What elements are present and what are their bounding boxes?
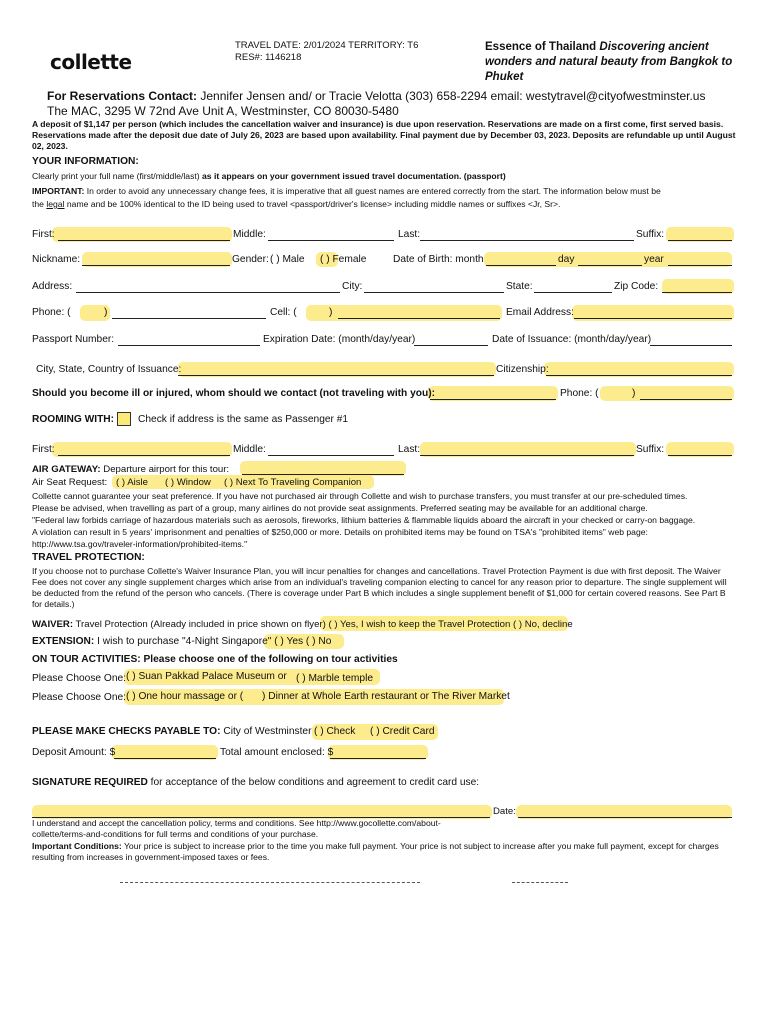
checks-payable-line [32, 726, 311, 737]
waiver-line [32, 619, 573, 630]
state-label: State: [506, 281, 533, 292]
contact-address: The MAC, 3295 W 72nd Ave Unit A, Westminster, CO 80030-5480 [47, 104, 399, 118]
issuance-place-input[interactable] [178, 375, 494, 376]
signature-required-text: for acceptance of the below conditions and agreement to credit card use: [147, 777, 480, 788]
p2-last-label: Last: [398, 444, 421, 455]
reservations-contact [47, 89, 705, 103]
dob-year-input[interactable] [668, 265, 732, 266]
dob-day-label: day [558, 254, 575, 265]
last-name-label: Last: [398, 229, 421, 240]
p2-suffix-input[interactable] [668, 455, 732, 456]
air-gateway-label: AIR GATEWAY: [32, 464, 101, 475]
expiration-date-label: Expiration Date: (month/day/year) [263, 334, 416, 345]
first-name-input[interactable] [58, 240, 230, 241]
air-note-4: A violation can result in 5 years' imprisonment and penalties of $250,000 or more. Details on prohibited items may be found on TSA's "prohibited items" web page: [32, 527, 648, 537]
email-label: Email Address: [506, 307, 574, 318]
passport-number-input[interactable] [118, 345, 260, 346]
important-conditions-text: Your price is subject to increase prior to the time you make full payment. Your price is not subject to increase after you make full payment, except for charges resulting from increases in government-imposed taxes or fees. [32, 841, 719, 862]
print-name-instruction [32, 171, 506, 182]
air-note-1: Collette cannot guarantee your seat preference. If you have not purchased air through Collette and wish to purchase transfers, you must transfer at our pre-scheduled times. [32, 491, 688, 501]
signature-required-label: SIGNATURE REQUIRED [32, 777, 148, 788]
email-input[interactable] [574, 318, 732, 319]
p2-last-input[interactable] [420, 455, 634, 456]
city-input[interactable] [364, 292, 504, 293]
deposit-amount-input[interactable] [114, 758, 216, 759]
seat-companion-option[interactable]: ( ) Next To Traveling Companion [224, 477, 362, 488]
cancellation-acceptance: I understand and accept the cancellation policy, terms and conditions. See http://www.gocollette.com/about-collette/terms-and-conditions for full terms and conditions of your purchase. [32, 818, 441, 839]
p2-middle-input[interactable] [268, 455, 394, 456]
zip-label: Zip Code: [614, 281, 659, 292]
extension-line [32, 636, 331, 647]
checks-payable-to: City of Westminster [220, 726, 312, 737]
dob-year-label: year [644, 254, 664, 265]
important-label: IMPORTANT: [32, 186, 85, 196]
total-amount-label: Total amount enclosed: $ [220, 747, 334, 758]
issuance-date-input[interactable] [650, 345, 732, 346]
contact-line-1: Jennifer Jensen and/ or Tracie Velotta (303) 658-2294 email: westytravel@cityofwestminster.us [200, 89, 706, 103]
middle-name-label: Middle: [233, 229, 266, 240]
phone-input[interactable] [112, 318, 266, 319]
last-name-input[interactable] [420, 240, 634, 241]
activity-massage-option[interactable]: ( ) One hour massage or ( [126, 691, 244, 702]
passport-number-label: Passport Number: [32, 334, 115, 345]
air-gateway-input[interactable] [242, 474, 404, 475]
phone-paren: ) [104, 307, 108, 318]
seat-window-option[interactable]: ( ) Window [165, 477, 211, 488]
deposit-note: A deposit of $1,147 per person (which includes the cancellation waiver and insurance) is due upon reservation. Reservations are made on a first come, first served basis. Reservations made after the deposit due date of July 26, 2023 are based upon availability. Final payment due by December 03, 2023. Deposits are refundable up until August 02, 2023. [32, 119, 736, 151]
travel-protection-heading: TRAVEL PROTECTION: [32, 552, 145, 563]
gender-label: Gender: [232, 254, 269, 265]
middle-name-input[interactable] [268, 240, 394, 241]
tour-subtitle: Discovering ancient wonders and natural beauty from Bangkok to Phuket [485, 41, 733, 83]
signature-date-input[interactable] [518, 817, 732, 818]
issuance-place-label: City, State, Country of Issuance: [36, 364, 182, 375]
emergency-contact-label: Should you become ill or injured, whom should we contact (not traveling with you): [32, 388, 435, 399]
payment-credit-option[interactable]: ( ) Credit Card [370, 726, 435, 737]
air-note-2: Please be advised, when travelling as part of a group, many airlines do not provide seat assignments. Preferred seating may be available for an additional charge. [32, 503, 648, 513]
rooming-with-label: ROOMING WITH: [32, 414, 115, 425]
scan-dash-line [120, 882, 420, 883]
phone-label: Phone: ( [32, 307, 71, 318]
emergency-phone-input[interactable] [640, 399, 732, 400]
tsa-link[interactable]: http://www.tsa.gov/traveler-information/prohibited-items." [32, 539, 248, 549]
citizenship-label: Citizenship: [496, 364, 549, 375]
air-note-3: "Federal law forbids carriage of hazardous materials such as aerosols, fireworks, lithium batteries & flammable liquids aboard the aircraft in your checked or carry-on baggage. [32, 515, 696, 525]
activity-2-label: Please Choose One: [32, 692, 127, 703]
important-conditions [32, 841, 732, 863]
address-label: Address: [32, 281, 73, 292]
gender-male-option[interactable]: ( ) Male [270, 254, 305, 265]
suffix-label: Suffix: [636, 229, 665, 240]
nickname-label: Nickname: [32, 254, 81, 265]
first-name-label: First: [32, 229, 55, 240]
important-text-1: In order to avoid any unnecessary change fees, it is imperative that all guest names are entered correctly from the start. The information below must be [84, 186, 661, 196]
important-text-2a: the [32, 199, 47, 209]
emergency-phone-label: Phone: ( [560, 388, 599, 399]
important-note-2 [32, 199, 560, 210]
deposit-amount-label: Deposit Amount: $ [32, 747, 116, 758]
dob-month-label: Date of Birth: month [393, 254, 484, 265]
seat-aisle-option[interactable]: ( ) Aisle [116, 477, 148, 488]
scan-dash-line-2 [512, 882, 568, 883]
waiver-text[interactable]: Travel Protection (Already included in price shown on flyer) ( ) Yes, I wish to keep the Travel Protection ( ) No, decline [73, 619, 573, 630]
zip-input[interactable] [662, 292, 732, 293]
state-input[interactable] [534, 292, 612, 293]
same-address-checkbox[interactable] [117, 412, 131, 426]
address-input[interactable] [76, 292, 340, 293]
same-address-label: Check if address is the same as Passenger #1 [138, 414, 349, 425]
important-legal: legal [46, 199, 65, 209]
emergency-phone-paren: ) [632, 388, 636, 399]
extension-text[interactable]: I wish to purchase "4-Night Singapore" ( ) Yes ( ) No [94, 636, 332, 647]
checks-payable-label: PLEASE MAKE CHECKS PAYABLE TO: [32, 726, 221, 737]
print-name-bold: as it appears on your government issued travel documentation. (passport) [202, 171, 506, 181]
cell-label: Cell: ( [270, 307, 297, 318]
activity-dinner-option[interactable]: ) Dinner at Whole Earth restaurant or The River Market [262, 691, 510, 702]
waiver-label: WAIVER: [32, 619, 74, 630]
payment-check-option[interactable]: ( ) Check [314, 726, 356, 737]
dob-month-input[interactable] [486, 265, 556, 266]
important-note-1 [32, 186, 661, 197]
p2-suffix-label: Suffix: [636, 444, 665, 455]
cell-paren: ) [329, 307, 333, 318]
activities-heading: ON TOUR ACTIVITIES: Please choose one of the following on tour activities [32, 654, 398, 665]
signature-required-line [32, 777, 479, 788]
p2-first-label: First: [32, 444, 55, 455]
air-gateway-desc: Departure airport for this tour: [100, 464, 230, 475]
activity-1-label: Please Choose One: [32, 673, 127, 684]
your-information-heading: YOUR INFORMATION: [32, 156, 139, 167]
expiration-date-input[interactable] [414, 345, 488, 346]
tour-name: Essence of Thailand [485, 41, 597, 53]
air-gateway-text [32, 464, 229, 475]
signature-date-label: Date: [493, 806, 516, 817]
reservation-number: RES#: 1146218 [235, 52, 302, 63]
collette-logo: collette [50, 50, 132, 74]
emergency-contact-input[interactable] [430, 399, 556, 400]
suffix-input[interactable] [668, 240, 732, 241]
p2-middle-label: Middle: [233, 444, 266, 455]
travel-protection-text: If you choose not to purchase Collette's Waiver Insurance Plan, you will incur penalties for changes and cancellations. Travel Protection Payment is due with first deposit. The Waiver Fee does not cover any single supplement charges which arise from an individual's traveling companion electing to cancel for any reason prior to departure. The single supplement will be deducted from the refund of the person who cancels. (There is coverage under Part B which includes a single supplement benefit of $1,000 for certain covered reasons. See Part B for details.) [32, 566, 727, 609]
important-conditions-label: Important Conditions: [32, 841, 122, 851]
dob-day-input[interactable] [578, 265, 642, 266]
citizenship-input[interactable] [546, 375, 732, 376]
total-amount-input[interactable] [330, 758, 426, 759]
issuance-date-label: Date of Issuance: (month/day/year) [492, 334, 652, 345]
important-text-2b: name and be 100% identical to the ID being used to travel <passport/driver's license> including middle names or suffixes <Jr, Sr>. [64, 199, 561, 209]
gender-female-option[interactable]: ( ) Female [320, 254, 367, 265]
city-label: City: [342, 281, 363, 292]
print-name-pre: Clearly print your full name (first/middle/last) [32, 171, 203, 181]
nickname-input[interactable] [82, 265, 230, 266]
activity-temple-option[interactable]: ( ) Marble temple [296, 673, 373, 684]
contact-label: For Reservations Contact: [47, 89, 198, 103]
extension-label: EXTENSION: [32, 636, 95, 647]
seat-request-label: Air Seat Request: [32, 477, 108, 488]
p2-first-input[interactable] [58, 455, 230, 456]
tour-title [485, 40, 735, 85]
travel-date: TRAVEL DATE: 2/01/2024 TERRITORY: T6 [235, 40, 419, 51]
cell-input[interactable] [338, 318, 500, 319]
activity-museum-option[interactable]: ( ) Suan Pakkad Palace Museum or [126, 671, 287, 682]
